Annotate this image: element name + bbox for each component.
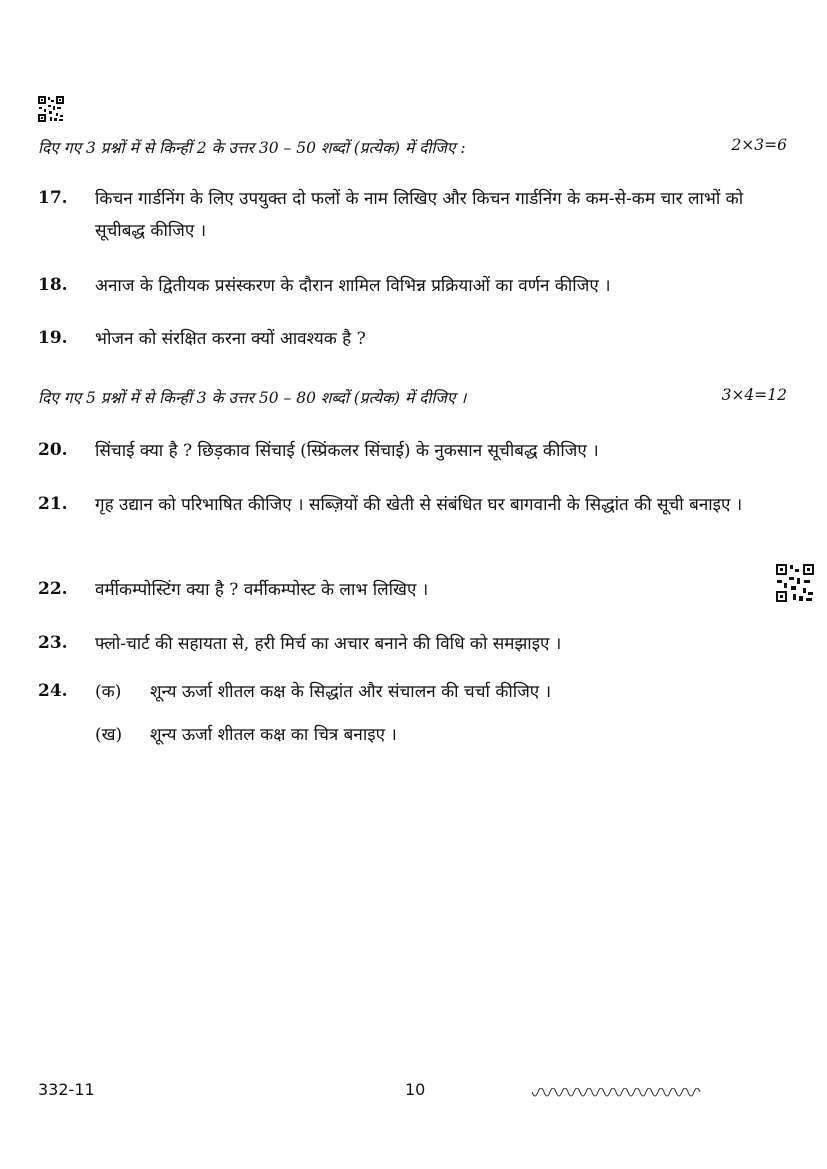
subpart-text: शून्य ऊर्जा शीतल कक्ष का चित्र बनाइए । [150,725,397,745]
instruction-text: दिए गए 5 प्रश्नों में से किन्हीं 3 के उत्तर 50 – 80 शब्दों (प्रत्येक) में दीजिए । [38,389,467,407]
paper-code: 332-11 [38,1080,95,1099]
question-number: 17. [38,188,68,208]
question-text: वर्मीकम्पोस्टिंग क्या है ? वर्मीकम्पोस्ट के लाभ लिखिए । [95,580,429,600]
question-number: 19. [38,328,68,348]
subpart-text: शून्य ऊर्जा शीतल कक्ष के सिद्धांत और संचालन की चर्चा कीजिए । [150,682,552,702]
qr-code-side [776,564,814,602]
question-number: 24. [38,681,68,701]
question-number: 18. [38,275,68,295]
section-marks: 3×4=12 [721,386,787,404]
question-number: 21. [38,494,68,514]
question-text: सिंचाई क्या है ? छिड़काव सिंचाई (स्प्रिंकलर सिंचाई) के नुकसान सूचीबद्ध कीजिए । [95,441,599,461]
subpart-label: (क) [95,682,122,702]
question-text: भोजन को संरक्षित करना क्यों आवश्यक है ? [95,329,366,349]
question-number: 22. [38,579,68,599]
qr-code-top [38,96,64,122]
subpart-label: (ख) [95,725,123,745]
wavy-line-decoration [532,1085,702,1097]
section-marks: 2×3=6 [731,136,787,154]
section-instruction [38,386,787,408]
question-number: 20. [38,440,68,460]
instruction-text: दिए गए 3 प्रश्नों में से किन्हीं 2 के उत्तर 30 – 50 शब्दों (प्रत्येक) में दीजिए : [38,139,466,157]
page-number: 10 [405,1080,426,1099]
question-text: किचन गार्डनिंग के लिए उपयुक्त दो फलों के नाम लिखिए और किचन गार्डनिंग के कम-से-कम चार लाभों को सूचीबद्ध कीजिए । [95,189,744,241]
question-text: फ्लो-चार्ट की सहायता से, हरी मिर्च का अचार बनाने की विधि को समझाइए । [95,634,562,654]
question-number: 23. [38,633,68,653]
section-instruction [38,136,787,158]
question-text: गृह उद्यान को परिभाषित कीजिए । सब्ज़ियों की खेती से संबंधित घर बागवानी के सिद्धांत की सूची बनाइए । [95,495,743,515]
question-text: अनाज के द्वितीयक प्रसंस्करण के दौरान शामिल विभिन्न प्रक्रियाओं का वर्णन कीजिए । [95,276,611,296]
